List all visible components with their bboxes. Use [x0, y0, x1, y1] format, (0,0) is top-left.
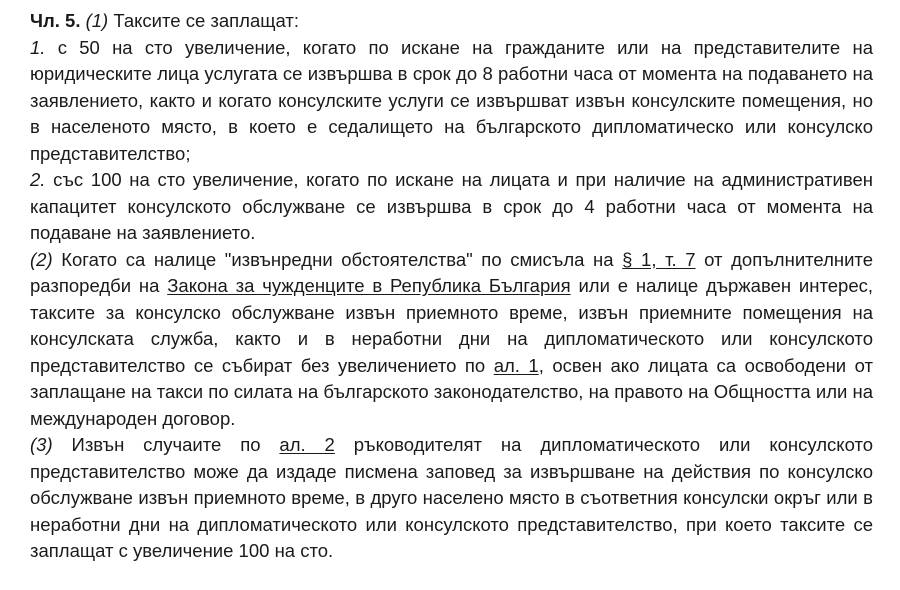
paragraph-3-text-b: ръководителят на дипломатическото или консулското представителство може да издаде писмена заповед за извършване на действия по консулско обслужване извън приемното време, в друго населено място в съответния консулски окръг или в неработни дни на дипломатическото или консулското представителство, при което таксите се заплащат с увеличение 100 на сто.: [30, 434, 874, 561]
paragraph-1-text: Таксите се заплащат:: [108, 10, 299, 31]
link-foreigners-act[interactable]: Закона за чужденците в Република България: [167, 275, 571, 296]
paragraph-2-text-a: Когато са налице "извънредни обстоятелства" по смисъла на: [52, 248, 623, 270]
paragraph-3-text-a: Извън случаите по: [52, 434, 280, 455]
link-section-1-item-7[interactable]: § 1, т. 7: [622, 248, 696, 270]
article-label: Чл. 5.: [30, 10, 81, 31]
paragraph-2-text-c: или е налице държавен интерес, таксите за консулско обслужване извън приемното време, извън приемните помещения на консулската служба, както и в неработни дни на дипломатическото или консулското представителство се събират без увеличението по: [30, 275, 873, 376]
paragraph-2-text-d: , освен ако лицата са освободени от заплащане на такси по силата на българското законодателство, на правото на Общността или на международен договор.: [30, 354, 873, 429]
legal-article: [30, 8, 873, 565]
item-2-number: 2.: [30, 169, 46, 190]
paragraph-2: [30, 247, 873, 433]
paragraph-3-number: (3): [30, 434, 53, 455]
link-paragraph-2[interactable]: ал. 2: [279, 434, 335, 455]
paragraph-3: [30, 432, 873, 565]
item-2-text: със 100 на сто увеличение, когато по искане на лицата и при наличие на административен капацитет консулското обслужване се извършва в срок до 4 работни часа от момента на подаване на заявлението.: [30, 169, 873, 243]
link-paragraph-1[interactable]: ал. 1: [493, 354, 539, 376]
item-2: [30, 167, 873, 247]
item-1-number: 1.: [30, 36, 46, 58]
paragraph-1-number: (1): [85, 10, 109, 31]
paragraph-2-text-b: от допълнителните разпоредби на: [30, 248, 873, 296]
paragraph-2-number: (2): [30, 248, 53, 270]
item-1-text: с 50 на сто увеличение, когато по искане на гражданите или на представителите на юридическите лица услугата се извършва в срок до 8 работни часа от момента на подаването на заявлението, както и когато консулските услуги се извършват извън консулските помещения, но в населеното място, в което е седалището на българското дипломатическо или консулско представителство;: [30, 36, 873, 164]
paragraph-1: [30, 8, 873, 35]
item-1: [30, 35, 873, 168]
